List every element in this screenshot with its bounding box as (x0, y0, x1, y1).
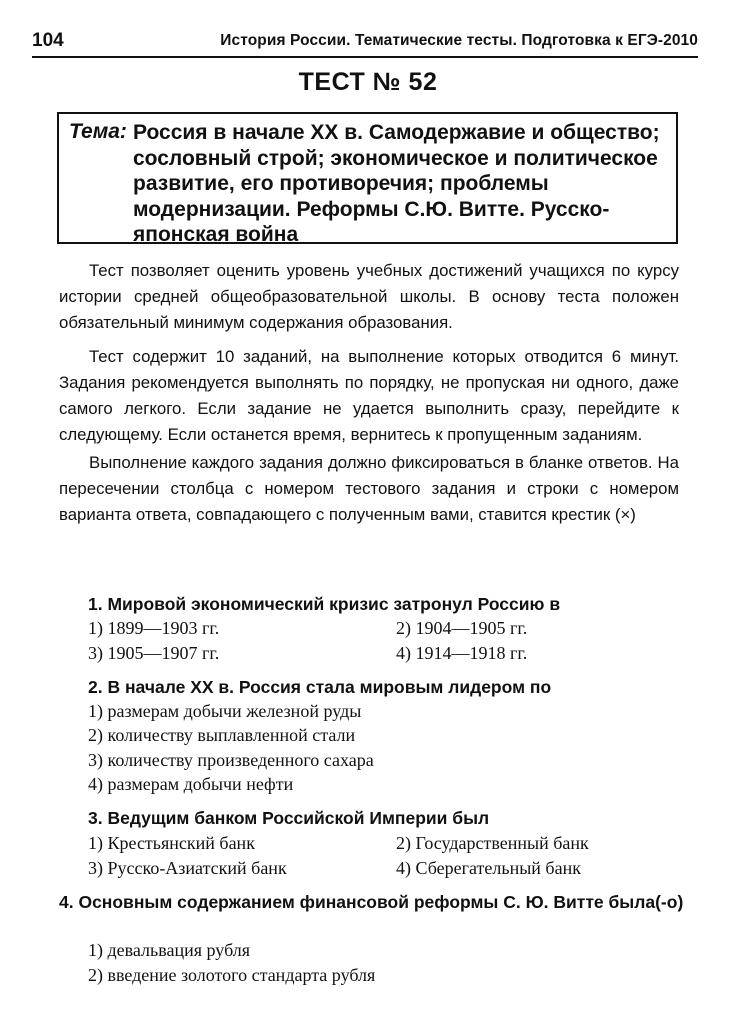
topic-label: Тема: (69, 120, 127, 143)
question-3-option-3: 3) Русско-Азиатский банк (88, 858, 287, 878)
instruction-paragraph: Тест позволяет оценить уровень учебных достижений учащихся по курсу истории средней общеобразовательной школы. В основу теста положен обязательный минимум содержания образования. (59, 261, 679, 332)
test-title: ТЕСТ № 52 (298, 68, 438, 96)
question-3-option-4: 4) Сберегательный банк (396, 858, 581, 878)
question-4-title: 4. Основным содержанием финансовой реформы С. Ю. Витте была(-о) (59, 892, 684, 912)
instruction-paragraph: Тест содержит 10 заданий, на выполнение которых отводится 6 минут. Задания рекомендуется выполнять по порядку, не пропуская ни одного, даже самого легкого. Если задание не удается выполнить сразу, перейдите к следующему. Если останется время, вернитесь к пропущенным заданиям. (59, 347, 679, 444)
question-4-option-2: 2) введение золотого стандарта рубля (88, 965, 376, 985)
topic-text: Россия в начале XX в. Самодержавие и общество; сословный строй; экономическое и политическое развитие, его противоречия; проблемы модернизации. Реформы С.Ю. Витте. Русско-японская война (133, 121, 660, 246)
question-1-title: 1. Мировой экономический кризис затронул Россию в (88, 594, 561, 614)
question-3-title: 3. Ведущим банком Российской Империи был (88, 808, 490, 828)
question-1-option-1: 1) 1899—1903 гг. (88, 618, 220, 638)
page-header (32, 26, 698, 58)
question-2-option-4: 4) размерам добычи нефти (88, 774, 294, 794)
question-3-option-2: 2) Государственный банк (396, 833, 589, 853)
topic-box (57, 112, 678, 244)
page-number: 104 (32, 30, 64, 51)
instruction-paragraph: Выполнение каждого задания должно фиксироваться в бланке ответов. На пересечении столбца с номером тестового задания и строки с номером варианта ответа, совпадающего с полученным вами, ставится крестик (×) (59, 453, 679, 524)
instructions (59, 258, 679, 528)
question-2-title: 2. В начале XX в. Россия стала мировым лидером по (88, 677, 552, 697)
question-1-option-2: 2) 1904—1905 гг. (396, 618, 528, 638)
question-2-option-3: 3) количеству произведенного сахара (88, 750, 374, 770)
question-3-option-1: 1) Крестьянский банк (88, 833, 255, 853)
question-2-option-2: 2) количеству выплавленной стали (88, 725, 356, 745)
running-title: История России. Тематические тесты. Подготовка к ЕГЭ-2010 (220, 32, 698, 49)
question-1-option-4: 4) 1914—1918 гг. (396, 643, 528, 663)
question-1-option-3: 3) 1905—1907 гг. (88, 643, 220, 663)
question-2-option-1: 1) размерам добычи железной руды (88, 701, 362, 721)
question-4-option-1: 1) девальвация рубля (88, 940, 251, 960)
